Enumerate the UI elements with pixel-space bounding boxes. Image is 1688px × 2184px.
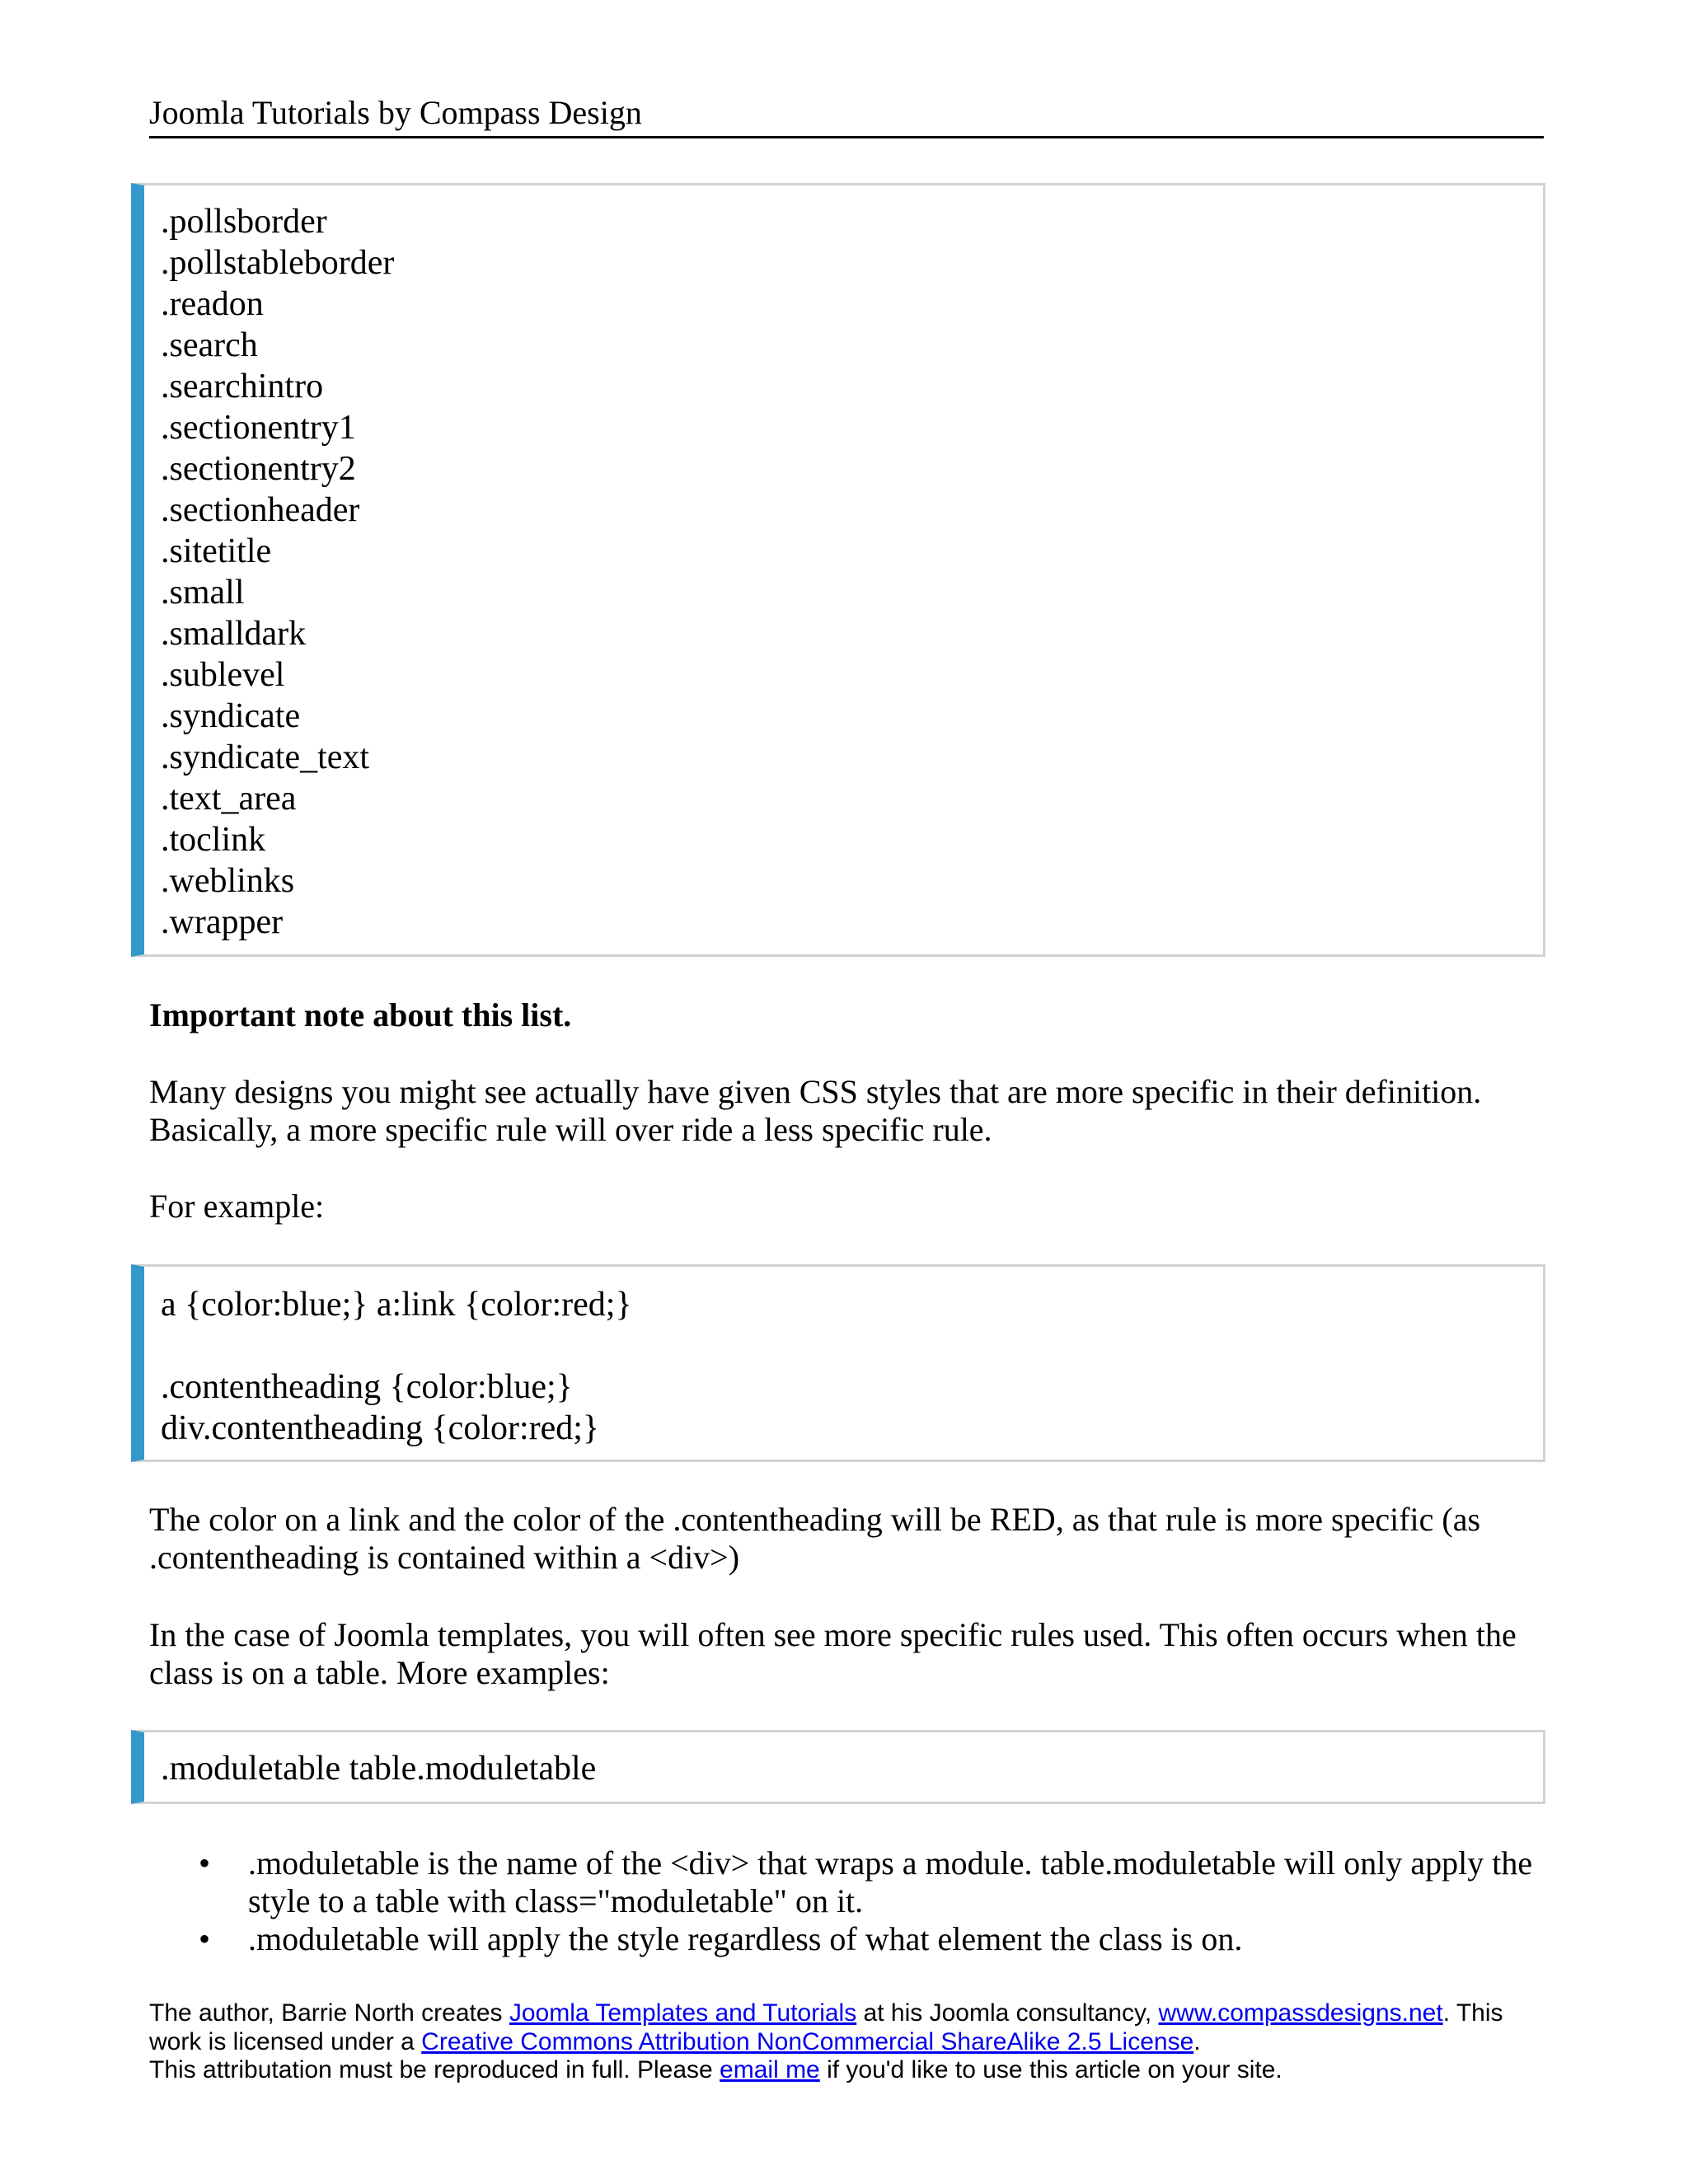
code-line: .small (161, 574, 245, 612)
code-line: .pollstableborder (161, 244, 395, 282)
footer-text: This attributation must be reproduced in full. Please (149, 2056, 720, 2083)
paragraph-red-result: The color on a link and the color of the .contentheading will be RED, as that rule is more specific (as .contentheading is contained within a <div>) (149, 1501, 1481, 1576)
header-title: Joomla Tutorials by Compass Design (149, 94, 642, 131)
list-item-text: .moduletable will apply the style regardless of what element the class is on. (248, 1920, 1243, 1957)
code-line: .sectionheader (161, 491, 360, 529)
code-line: .smalldark (161, 615, 307, 653)
compassdesigns-link[interactable]: www.compassdesigns.net (1158, 1999, 1443, 2027)
footer-text: at his Joomla consultancy, (856, 1999, 1159, 2027)
code-line: .contentheading {color:blue;} (161, 1368, 573, 1406)
code-line: .wrapper (161, 903, 284, 941)
code-line: .weblinks (161, 862, 295, 900)
note-heading: Important note about this list. (149, 996, 572, 1033)
code-line: .syndicate_text (161, 738, 370, 776)
paragraph-joomla-templates: In the case of Joomla templates, you will often see more specific rules used. This often occurs when the class is on a table. More examples: (149, 1616, 1517, 1691)
code-line: .sectionentry1 (161, 409, 356, 447)
code-line: .readon (161, 285, 264, 323)
class-list-box (131, 183, 1545, 957)
code-line: div.contentheading {color:red;} (161, 1409, 600, 1447)
bullet-icon: • (199, 1844, 211, 1882)
code-line: .search (161, 326, 258, 364)
code-line: .syndicate (161, 697, 301, 735)
list-item-text: .moduletable is the name of the <div> that wraps a module. table.moduletable will only apply the style to a table with class="moduletable" on it. (248, 1844, 1533, 1919)
code-line: .sectionentry2 (161, 450, 356, 488)
footer-attribution (149, 1999, 1544, 2085)
list-item (149, 1920, 1544, 1958)
code-line: .sublevel (161, 656, 285, 694)
footer-text: . This work is licensed under a (149, 1999, 1503, 2055)
page-header (149, 96, 1544, 138)
code-line: .searchintro (161, 368, 324, 405)
creative-commons-link[interactable]: Creative Commons Attribution NonCommercial ShareAlike 2.5 License (421, 2027, 1194, 2055)
code-line: .sitetitle (161, 532, 272, 570)
code-line (161, 1325, 1543, 1366)
bullet-icon: • (199, 1920, 211, 1957)
code-line: .toclink (161, 821, 266, 859)
example-code-box (131, 1264, 1545, 1462)
bullet-list (149, 1844, 1544, 1958)
footer-text: . (1193, 2027, 1201, 2055)
moduletable-code-box (131, 1730, 1545, 1804)
paragraph-for-example: For example: (149, 1188, 325, 1225)
paragraph-specificity: Many designs you might see actually have given CSS styles that are more specific in their definition. Basically, a more specific rule will over ride a less specific rule. (149, 1073, 1482, 1148)
code-line: .moduletable table.moduletable (161, 1750, 597, 1788)
list-item (149, 1844, 1544, 1920)
code-line: .text_area (161, 780, 297, 818)
code-line: a {color:blue;} a:link {color:red;} (161, 1286, 632, 1324)
footer-text: The author, Barrie North creates (149, 1999, 509, 2027)
joomla-templates-link[interactable]: Joomla Templates and Tutorials (509, 1999, 857, 2027)
email-me-link[interactable]: email me (720, 2056, 820, 2083)
code-line: .pollsborder (161, 203, 327, 241)
footer-text: if you'd like to use this article on your site. (819, 2056, 1282, 2083)
